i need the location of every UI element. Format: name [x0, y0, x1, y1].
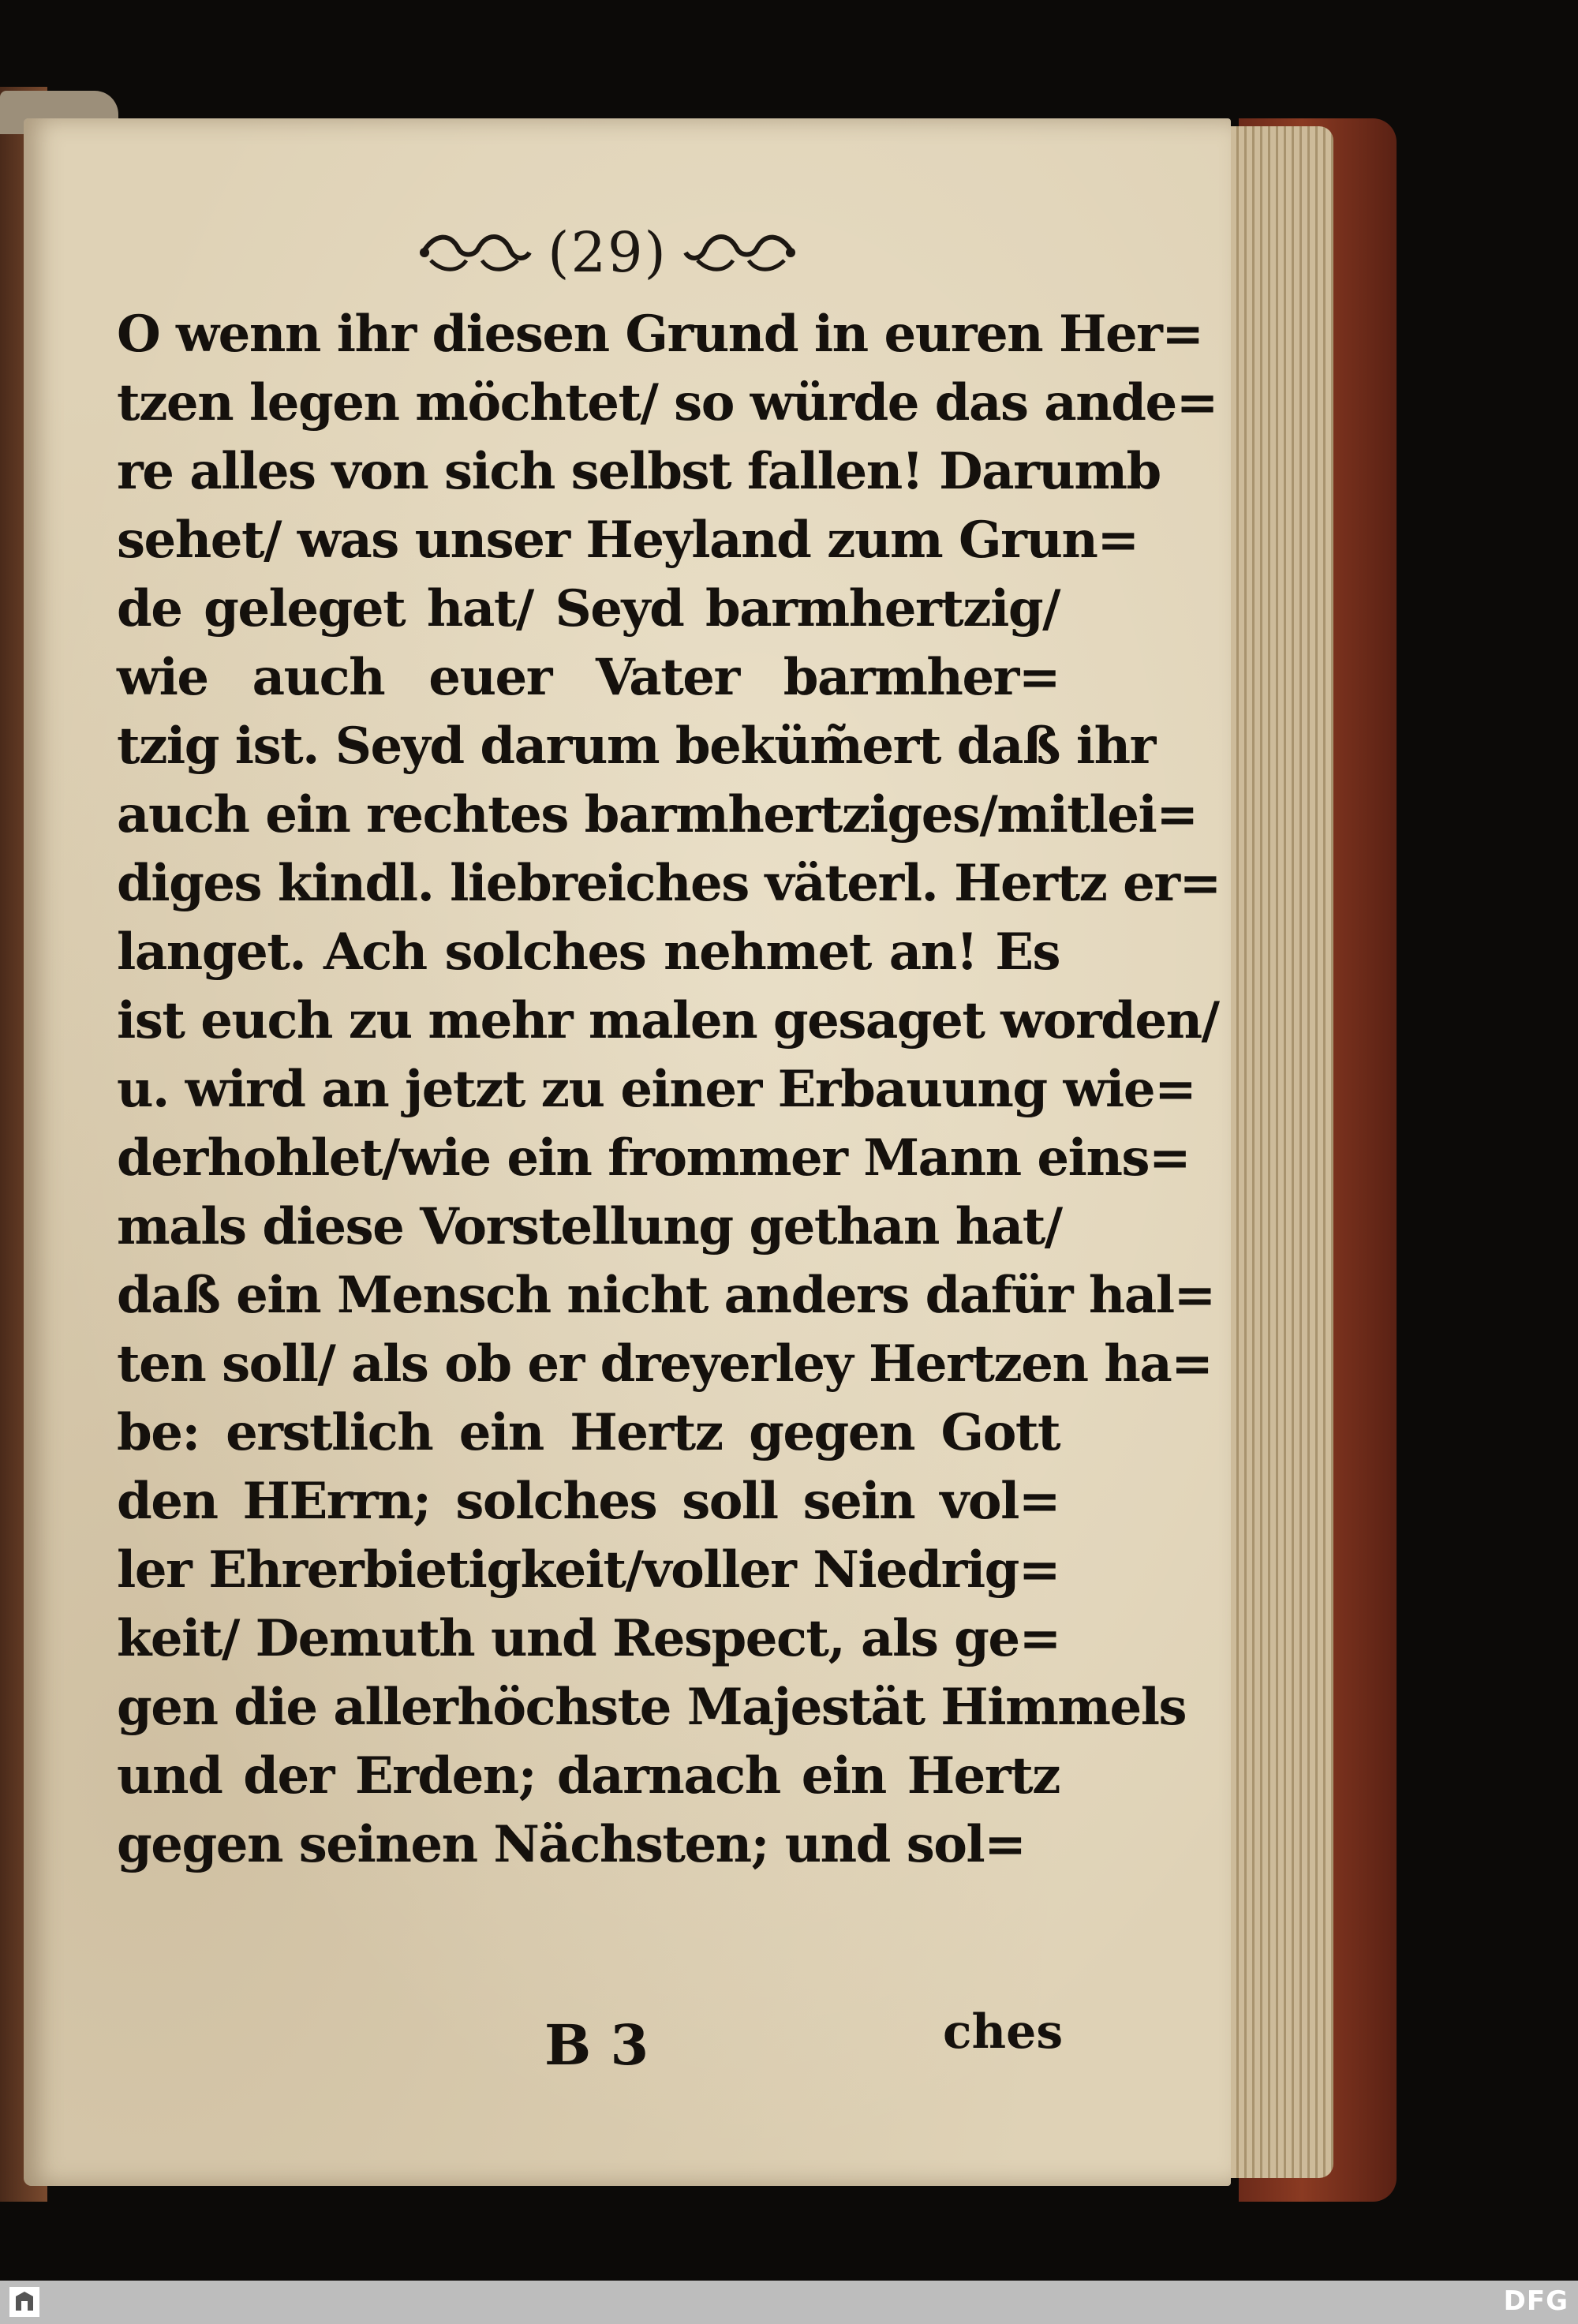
text-line: ler Ehrerbietigkeit/voller Niedrig=: [117, 1540, 1060, 1600]
signature-mark: B 3: [544, 2012, 649, 2078]
text-line: gen die allerhöchste Majestät Himmels: [117, 1678, 1187, 1737]
text-line: sehet/ was unser Heyland zum Grun=: [117, 511, 1139, 570]
text-line: und der Erden; darnach ein Hertz: [117, 1746, 1060, 1806]
text-line: den HErrn; solches soll sein vol=: [117, 1472, 1060, 1531]
text-line: langet. Ach solches nehmet an! Es: [117, 922, 1060, 982]
text-line: de geleget hat/ Seyd barmhertzig/: [117, 579, 1060, 638]
text-line: u. wird an jetzt zu einer Erbauung wie=: [117, 1060, 1196, 1119]
text-line: daß ein Mensch nicht anders dafür hal=: [117, 1266, 1215, 1325]
text-line: ist euch zu mehr malen gesaget worden/: [117, 991, 1219, 1050]
footer-bar: [0, 2281, 1578, 2324]
text-line: ten soll/ als ob er dreyerley Hertzen ha=: [117, 1334, 1213, 1394]
text-line: re alles von sich selbst fallen! Darumb: [117, 442, 1161, 501]
text-line: mals diese Vorstellung gethan hat/: [117, 1197, 1062, 1256]
catchword: ches: [943, 2004, 1064, 2060]
dfg-logo: DFG: [1503, 2285, 1569, 2317]
text-line: tzen legen möchtet/ so würde das ande=: [117, 373, 1217, 432]
library-logo-icon: [8, 2285, 41, 2318]
text-line: tzig ist. Seyd darum beküm̃ert daß ihr: [117, 717, 1155, 776]
page-header: [402, 213, 813, 292]
text-line: wie auch euer Vater barmher=: [117, 648, 1060, 707]
ornament-left-icon: [415, 225, 533, 280]
page-number: (29): [548, 220, 667, 285]
text-line: diges kindl. liebreiches väterl. Hertz er=: [117, 854, 1221, 913]
text-line: auch ein rechtes barmhertziges/mitlei=: [117, 785, 1198, 844]
text-line: O wenn ihr diesen Grund in euren Her=: [117, 305, 1203, 364]
text-line: derhohlet/wie ein frommer Mann eins=: [117, 1128, 1191, 1188]
text-line: keit/ Demuth und Respect, als ge=: [117, 1609, 1060, 1668]
text-line: be: erstlich ein Hertz gegen Gott: [117, 1403, 1060, 1462]
book-page: [24, 118, 1231, 2186]
body-text: [117, 300, 1221, 1879]
text-line: gegen seinen Nächsten; und sol=: [117, 1815, 1026, 1874]
ornament-right-icon: [682, 225, 800, 280]
